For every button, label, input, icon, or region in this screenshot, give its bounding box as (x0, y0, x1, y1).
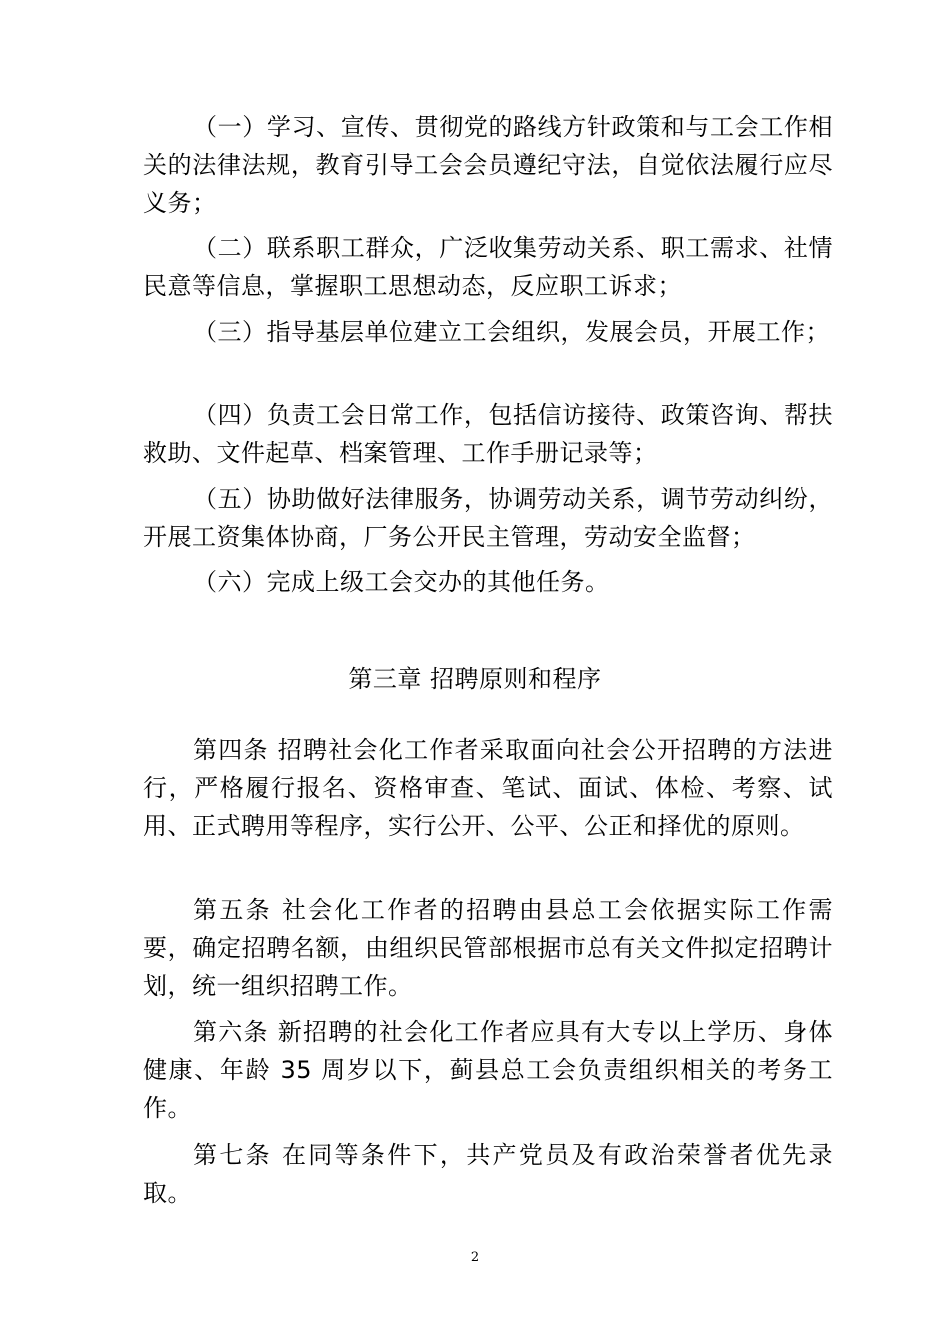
article-6: 第六条 新招聘的社会化工作者应具有大专以上学历、身体健康、年龄 35 周岁以下，蓟县总工会负责组织相关的考务工作。 (143, 1018, 833, 1122)
article-7: 第七条 在同等条件下，共产党员及有政治荣誉者优先录取。 (143, 1141, 833, 1207)
duty-item-1: （一）学习、宣传、贯彻党的路线方针政策和与工会工作相关的法律法规，教育引导工会会员遵纪守法，自觉依法履行应尽义务； (143, 113, 833, 217)
duty-item-6: （六）完成上级工会交办的其他任务。 (193, 568, 610, 596)
duty-item-3: （三）指导基层单位建立工会组织，发展会员，开展工作； (193, 318, 830, 346)
page-number: 2 (470, 1250, 480, 1265)
duty-item-5: （五）协助做好法律服务，协调劳动关系，调节劳动纠纷，开展工资集体协商，厂务公开民主管理，劳动安全监督； (143, 485, 833, 551)
article-5: 第五条 社会化工作者的招聘由县总工会依据实际工作需要，确定招聘名额，由组织民管部根据市总有关文件拟定招聘计划，统一组织招聘工作。 (143, 896, 833, 1000)
duty-item-2: （二）联系职工群众，广泛收集劳动关系、职工需求、社情民意等信息，掌握职工思想动态，反应职工诉求； (143, 234, 833, 300)
duty-item-4: （四）负责工会日常工作，包括信访接待、政策咨询、帮扶救助、文件起草、档案管理、工作手册记录等； (143, 401, 833, 467)
article-4: 第四条 招聘社会化工作者采取面向社会公开招聘的方法进行，严格履行报名、资格审查、笔试、面试、体检、考察、试用、正式聘用等程序，实行公开、公平、公正和择优的原则。 (143, 736, 833, 840)
chapter-heading: 第三章 招聘原则和程序 (348, 665, 602, 693)
